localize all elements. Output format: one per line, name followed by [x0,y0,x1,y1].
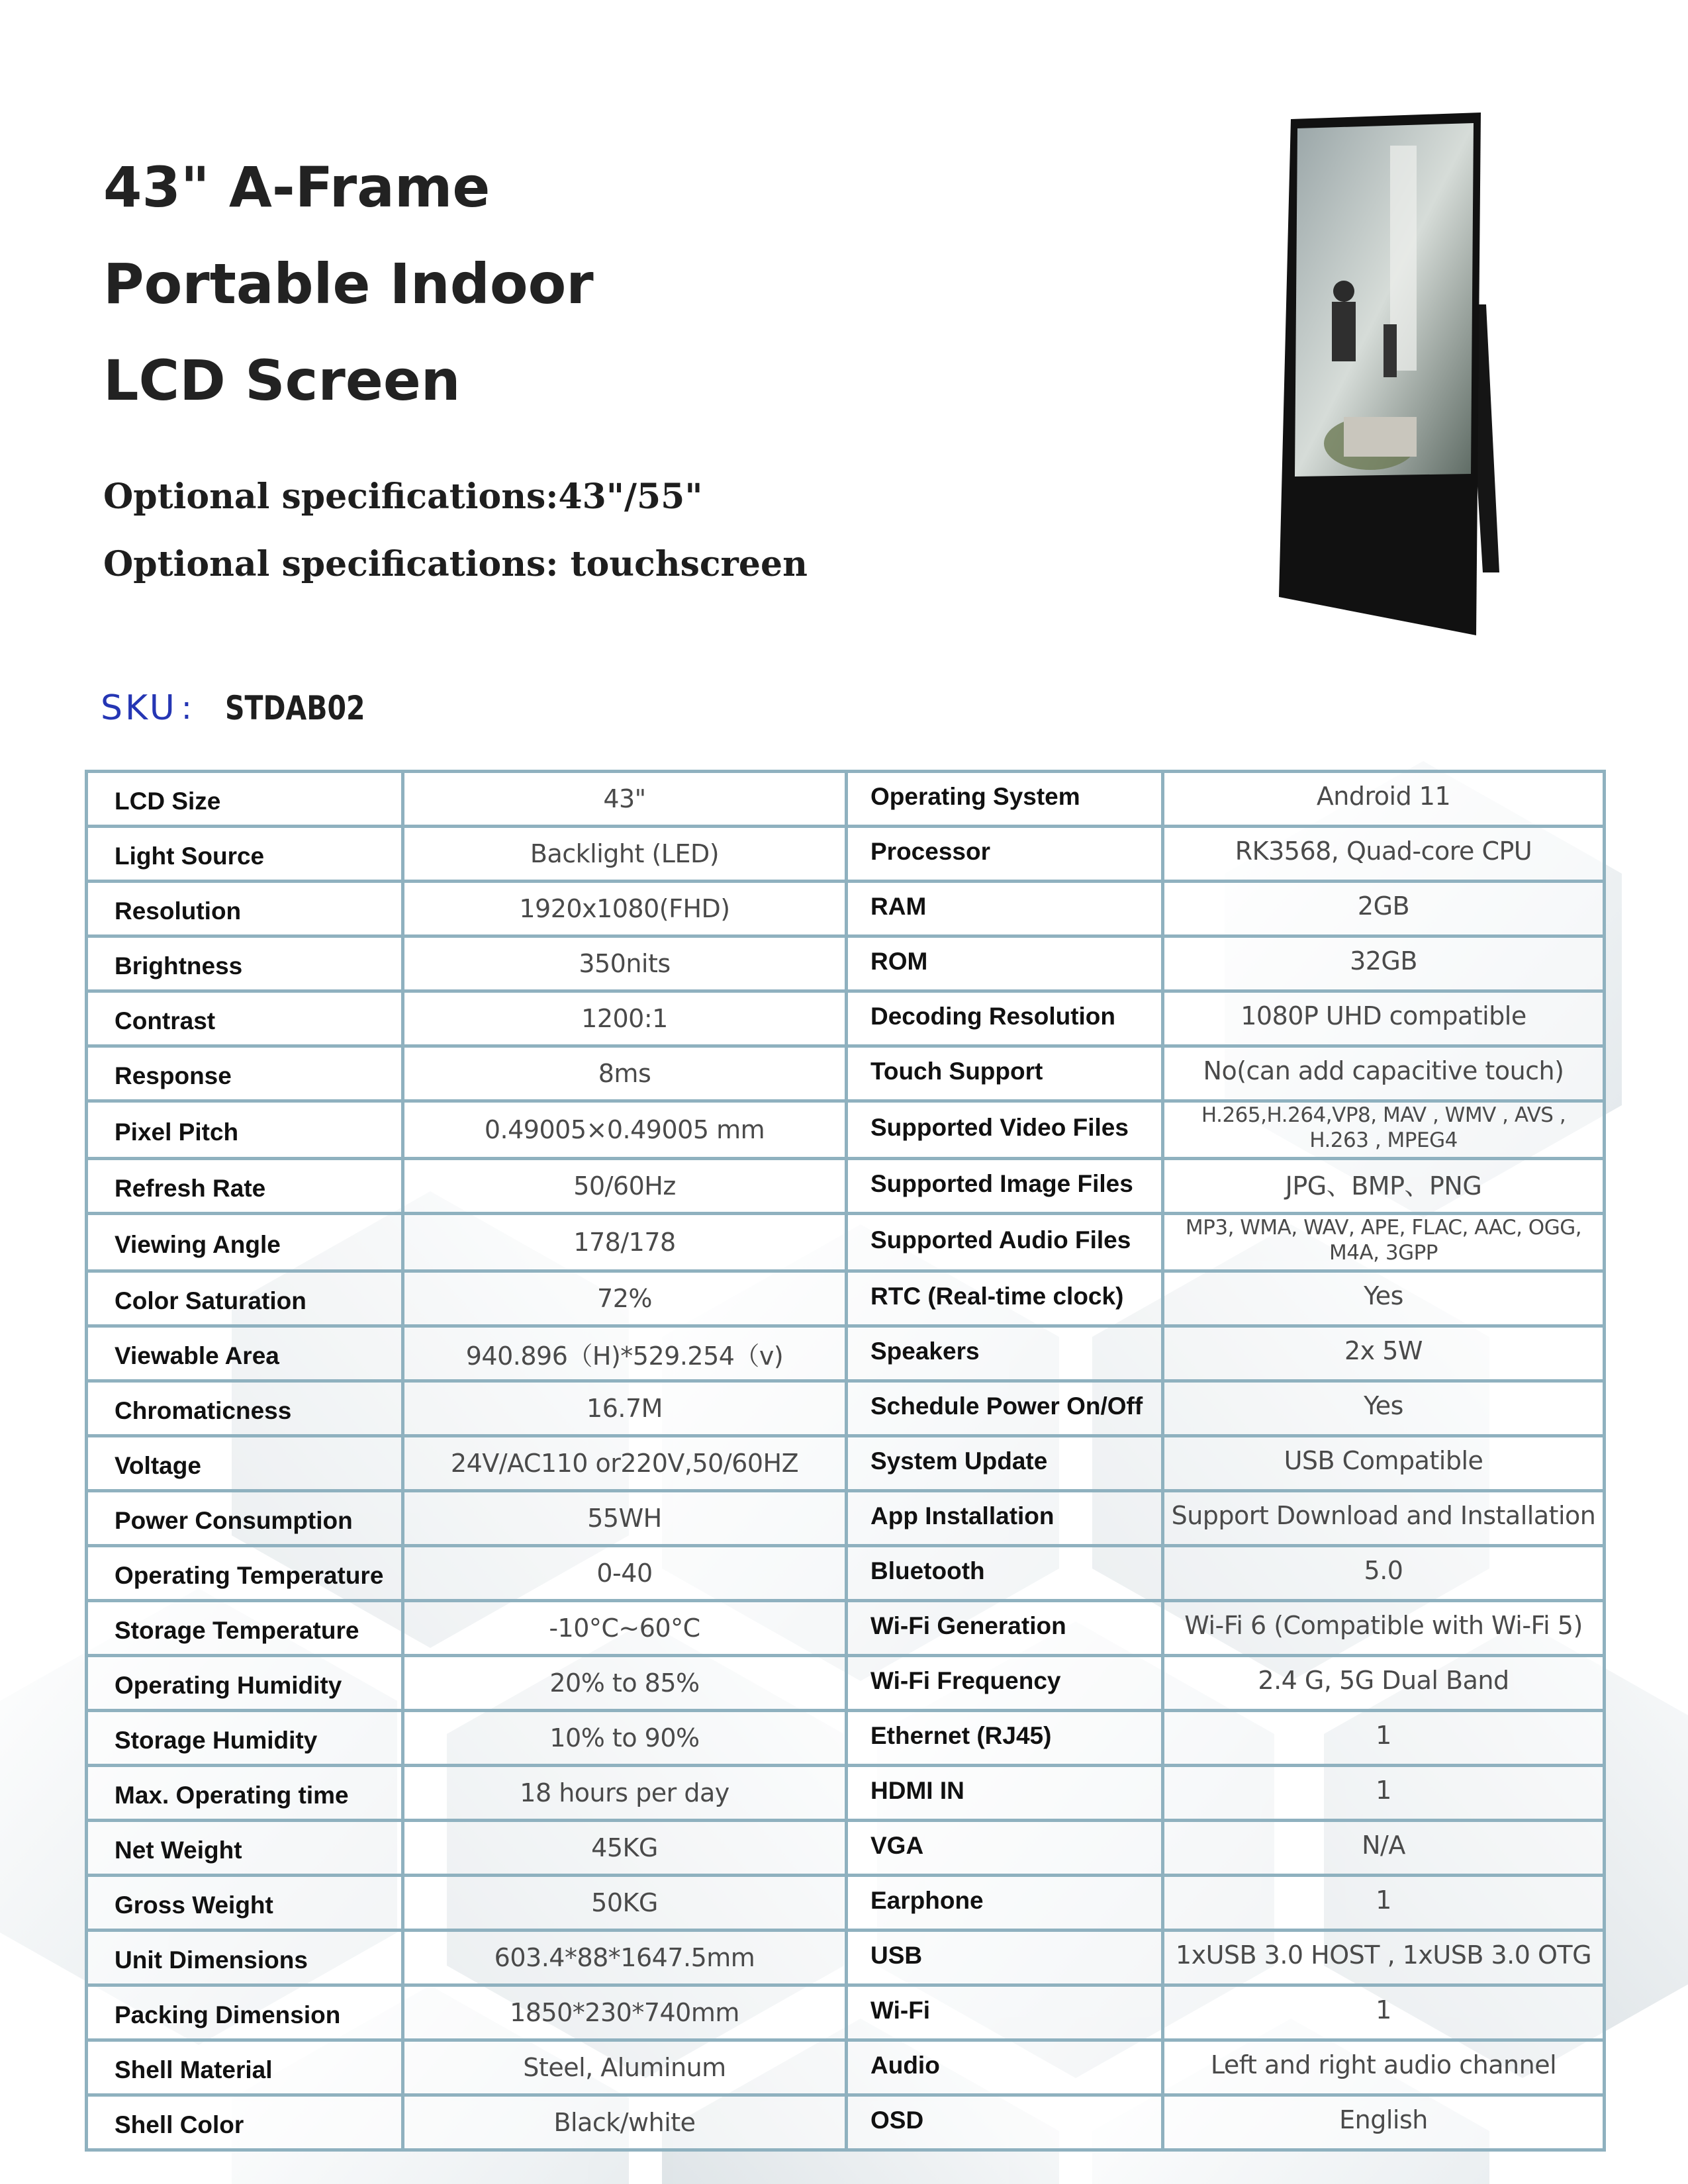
spec-value-right: Left and right audio channel [1163,2040,1605,2095]
spec-value-left: 350nits [403,936,847,991]
spec-label-left: Net Weight [87,1821,403,1876]
spec-label-right: RAM [847,882,1163,936]
spec-table-body [87,772,1605,2150]
spec-label-left: Response [87,1046,403,1101]
spec-label-left: Chromaticness [87,1381,403,1436]
spec-label-right: Wi-Fi Frequency [847,1656,1163,1711]
spec-value-left: -10°C~60°C [403,1601,847,1656]
optional-touch: Optional specifications: touchscreen [103,544,808,584]
spec-value-right: RK3568, Quad-core CPU [1163,827,1605,882]
table-row [87,1159,1605,1214]
spec-value-right: 2.4 G, 5G Dual Band [1163,1656,1605,1711]
spec-value-left: 940.896（H)*529.254（v) [403,1326,847,1381]
spec-label-left: Shell Material [87,2040,403,2095]
spec-value-right: Yes [1163,1381,1605,1436]
spec-label-left: Unit Dimensions [87,1931,403,1985]
table-row [87,1601,1605,1656]
table-row [87,1711,1605,1766]
table-row [87,1766,1605,1821]
spec-label-right: OSD [847,2095,1163,2150]
spec-value-right: USB Compatible [1163,1436,1605,1491]
spec-value-left: 45KG [403,1821,847,1876]
sku-colon: : [181,690,192,727]
spec-label-left: LCD Size [87,772,403,827]
spec-label-right: VGA [847,1821,1163,1876]
spec-label-right: App Installation [847,1491,1163,1546]
spec-value-right: Yes [1163,1271,1605,1326]
spec-label-right: Operating System [847,772,1163,827]
spec-value-right: 1 [1163,1985,1605,2040]
table-row [87,1271,1605,1326]
spec-label-left: Viewable Area [87,1326,403,1381]
spec-value-left: 24V/AC110 or220V,50/60HZ [403,1436,847,1491]
spec-label-left: Contrast [87,991,403,1046]
spec-label-left: Brightness [87,936,403,991]
spec-value-left: 1200:1 [403,991,847,1046]
table-row [87,882,1605,936]
table-row [87,1656,1605,1711]
spec-value-right: English [1163,2095,1605,2150]
table-row [87,1046,1605,1101]
spec-label-right: Decoding Resolution [847,991,1163,1046]
table-row [87,1214,1605,1271]
spec-label-left: Gross Weight [87,1876,403,1931]
table-row [87,1326,1605,1381]
table-row [87,772,1605,827]
spec-label-right: HDMI IN [847,1766,1163,1821]
spec-value-right: 1 [1163,1766,1605,1821]
table-row [87,1821,1605,1876]
spec-value-right: N/A [1163,1821,1605,1876]
spec-value-right: 1 [1163,1876,1605,1931]
spec-label-left: Pixel Pitch [87,1101,403,1159]
spec-label-left: Power Consumption [87,1491,403,1546]
spec-label-left: Voltage [87,1436,403,1491]
spec-label-right: Touch Support [847,1046,1163,1101]
table-row [87,936,1605,991]
spec-label-left: Resolution [87,882,403,936]
spec-value-right: Support Download and Installation [1163,1491,1605,1546]
spec-value-left: Steel, Aluminum [403,2040,847,2095]
sku-row [101,688,396,728]
product-image [1244,106,1523,649]
table-row [87,2040,1605,2095]
table-row [87,1985,1605,2040]
spec-value-right: No(can add capacitive touch) [1163,1046,1605,1101]
spec-value-right: Wi-Fi 6 (Compatible with Wi-Fi 5) [1163,1601,1605,1656]
table-row [87,2095,1605,2150]
spec-label-right: Earphone [847,1876,1163,1931]
spec-label-right: Wi-Fi [847,1985,1163,2040]
spec-label-right: Supported Image Files [847,1159,1163,1214]
spec-value-left: 10% to 90% [403,1711,847,1766]
product-title [103,139,594,429]
spec-label-right: Supported Video Files [847,1101,1163,1159]
spec-value-right: 2x 5W [1163,1326,1605,1381]
spec-value-left: 1920x1080(FHD) [403,882,847,936]
spec-label-right: Processor [847,827,1163,882]
spec-value-left: 16.7M [403,1381,847,1436]
table-row [87,991,1605,1046]
optional-size: Optional specifications:43"/55" [103,477,703,517]
spec-value-left: Black/white [403,2095,847,2150]
spec-value-left: 0-40 [403,1546,847,1601]
spec-label-right: ROM [847,936,1163,991]
spec-value-left: 8ms [403,1046,847,1101]
table-row [87,1101,1605,1159]
spec-label-right: Ethernet (RJ45) [847,1711,1163,1766]
spec-label-left: Refresh Rate [87,1159,403,1214]
spec-label-right: USB [847,1931,1163,1985]
spec-label-left: Storage Humidity [87,1711,403,1766]
spec-value-left: 50/60Hz [403,1159,847,1214]
spec-value-right: Android 11 [1163,772,1605,827]
spec-value-right: H.265,H.264,VP8, MAV , WMV , AVS , H.263 , MPEG4 [1163,1101,1605,1159]
table-row [87,1931,1605,1985]
table-row [87,1491,1605,1546]
sku-label: SKU [101,688,177,728]
spec-value-left: 0.49005×0.49005 mm [403,1101,847,1159]
spec-value-right: 32GB [1163,936,1605,991]
table-row [87,1876,1605,1931]
sku-value: STDAB02 [224,689,365,727]
spec-label-left: Color Saturation [87,1271,403,1326]
spec-label-right: Supported Audio Files [847,1214,1163,1271]
spec-value-left: 55WH [403,1491,847,1546]
spec-value-left: 178/178 [403,1214,847,1271]
spec-label-right: System Update [847,1436,1163,1491]
spec-label-left: Viewing Angle [87,1214,403,1271]
spec-label-right: Audio [847,2040,1163,2095]
spec-label-right: Bluetooth [847,1546,1163,1601]
table-row [87,1436,1605,1491]
spec-value-left: 72% [403,1271,847,1326]
spec-value-right: 1 [1163,1711,1605,1766]
spec-label-left: Operating Temperature [87,1546,403,1601]
spec-label-left: Packing Dimension [87,1985,403,2040]
spec-value-right: MP3, WMA, WAV, APE, FLAC, AAC, OGG, M4A, 3GPP [1163,1214,1605,1271]
spec-value-right: 1080P UHD compatible [1163,991,1605,1046]
optional-specifications [103,463,808,598]
spec-label-right: Speakers [847,1326,1163,1381]
spec-label-left: Light Source [87,827,403,882]
spec-label-right: Wi-Fi Generation [847,1601,1163,1656]
spec-label-right: Schedule Power On/Off [847,1381,1163,1436]
title-line-1: 43" A-Frame [103,155,491,220]
spec-value-left: 43" [403,772,847,827]
spec-value-left: 20% to 85% [403,1656,847,1711]
title-line-2: Portable Indoor [103,251,594,316]
spec-label-left: Operating Humidity [87,1656,403,1711]
spec-value-left: 18 hours per day [403,1766,847,1821]
spec-label-right: RTC (Real-time clock) [847,1271,1163,1326]
title-line-3: LCD Screen [103,348,461,413]
spec-table [85,770,1606,2152]
spec-value-left: 1850*230*740mm [403,1985,847,2040]
spec-value-right: JPG、BMP、PNG [1163,1159,1605,1214]
spec-value-right: 1xUSB 3.0 HOST , 1xUSB 3.0 OTG [1163,1931,1605,1985]
spec-value-left: 50KG [403,1876,847,1931]
spec-label-left: Max. Operating time [87,1766,403,1821]
spec-value-right: 5.0 [1163,1546,1605,1601]
spec-value-left: Backlight (LED) [403,827,847,882]
table-row [87,1381,1605,1436]
spec-value-left: 603.4*88*1647.5mm [403,1931,847,1985]
table-row [87,1546,1605,1601]
spec-label-left: Shell Color [87,2095,403,2150]
table-row [87,827,1605,882]
spec-label-left: Storage Temperature [87,1601,403,1656]
spec-value-right: 2GB [1163,882,1605,936]
